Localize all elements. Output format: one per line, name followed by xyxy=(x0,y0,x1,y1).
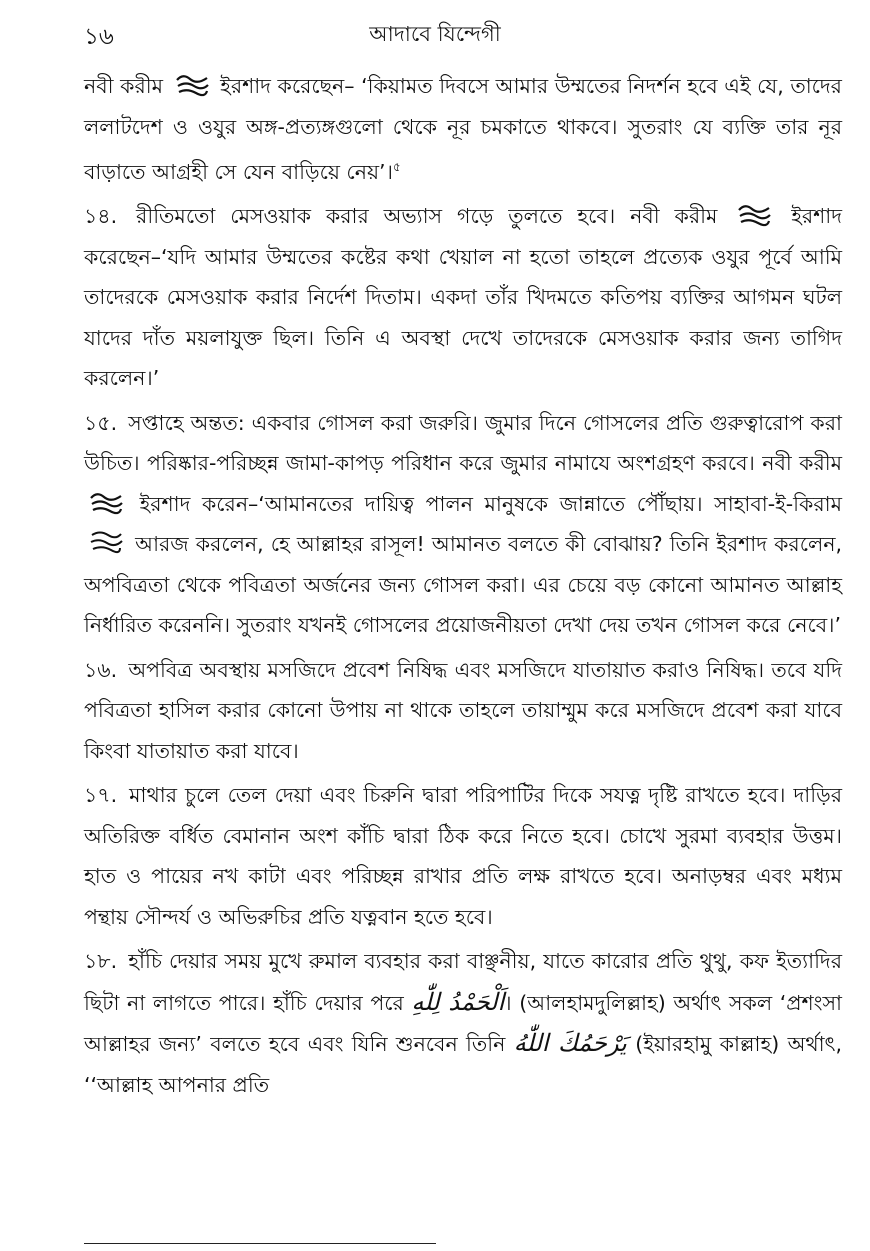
paragraph-text: ইরশাদ করেন–‘আমানতের দায়িত্ব পালন মানুষকে জান্নাতে পৌঁছায়। সাহাবা-ই-কিরাম xyxy=(139,491,842,516)
page-header xyxy=(0,14,870,54)
paragraph-text: মাথার চুলে তেল দেয়া এবং চিরুনি দ্বারা পরিপাটির দিকে সযত্ন দৃষ্টি রাখতে হবে। দাড়ির অতিরিক্ত বর্ধিত বেমানান অংশ কাঁচি দ্বারা ঠিক করে নিতে হবে। চোখে সুরমা ব্যবহার উত্তম। হাত ও পায়ের নখ কাটা এবং পরিচ্ছন্ন রাখার প্রতি লক্ষ রাখতে হবে। অনাড়ম্বর এবং মধ্যম পন্থায় সৌন্দর্য ও অভিরুচির প্রতি যত্নবান হতে হবে। xyxy=(84,783,842,929)
running-title: আদাবে যিন্দেগী xyxy=(369,22,501,46)
body-text xyxy=(84,66,842,1109)
paragraph-number: ১৫. xyxy=(84,410,118,435)
paragraph-number: ১৭. xyxy=(84,783,118,808)
paragraph-text: (ইয়ারহামু কাল্লাহ) অর্থাৎ, ‘‘আল্লাহ আপনার প্রতি xyxy=(84,1032,843,1097)
paragraph-text: আরজ করলেন, হে আল্লাহর রাসূল! আমানত বলতে কী বোঝায়? তিনি ইরশাদ করলেন, অপবিত্রতা থেকে পবিত্রতা অর্জনের জন্য গোসল করা। এর চেয়ে বড় কোনো আমানত আল্লাহ নির্ধারিত করেননি। সুতরাং যখনই গোসলের প্রয়োজনীয়তা দেখা দেয় তখন গোসল করে নেবে।’ xyxy=(84,532,842,638)
footnote-divider xyxy=(84,1243,436,1244)
footnote-marker: ৫ xyxy=(392,160,401,174)
paragraph-text: ইরশাদ করেছেন–‘যদি আমার উম্মতের কষ্টের কথা খেয়াল না হতো তাহলে প্রত্যেক ওযুর পূর্বে আমি তাদেরকে মেসওয়াক করার নির্দেশ দিতাম। একদা তাঁর খিদমতে কতিপয় ব্যক্তির আগমন ঘটল যাদের দাঁত ময়লাযুক্ত ছিল। তিনি এ অবস্থা দেখে তাদেরকে মেসওয়াক করার জন্য তাগিদ করলেন।’ xyxy=(84,204,842,391)
paragraph-text: ইরশাদ করেছেন– ‘কিয়ামত দিবসে আমার উম্মতের নিদর্শন হবে এই যে, তাদের ললাটদেশ ও ওযুর অঙ্গ-প্রত্যঙ্গগুলো থেকে নূর চমকাতে থাকবে। সুতরাং যে ব্যক্তি তার নূর বাড়াতে আগ্রহী সে যেন বাড়িয়ে নেয়’। xyxy=(84,74,842,184)
salawat-seal-icon xyxy=(174,71,210,97)
paragraph-text: রীতিমতো মেসওয়াক করার অভ্যাস গড়ে তুলতে হবে। নবী করীম xyxy=(136,204,718,229)
paragraph-text: । (আলহামদুলিল্লাহ) অর্থাৎ সকল ‘প্রশংসা আল্লাহর জন্য’ বলতে হবে এবং যিনি শুনবেন তিনি xyxy=(84,990,842,1057)
paragraph-number: ১৪. xyxy=(84,204,118,229)
paragraph-text: নবী করীম xyxy=(84,74,163,98)
paragraph-15 xyxy=(84,403,842,646)
paragraph-text: অপবিত্র অবস্থায় মসজিদে প্রবেশ নিষিদ্ধ এবং মসজিদে যাতায়াত করাও নিষিদ্ধ। তবে যদি পবিত্রতা হাসিল করার কোনো উপায় না থাকে তাহলে তায়াম্মুম করে মসজিদে প্রবেশ করা যাবে কিংবা যাতায়াত করা যাবে। xyxy=(84,657,842,763)
paragraph-number: ১৬. xyxy=(84,657,118,682)
paragraph-18 xyxy=(84,941,842,1105)
paragraph-17 xyxy=(84,775,842,937)
paragraph-14 xyxy=(84,196,842,399)
salawat-seal-icon xyxy=(88,489,124,515)
arabic-alhamdulillah: اَلْحَمْدُ لِلّٰهِ xyxy=(411,987,505,1016)
radiallahu-seal-icon xyxy=(88,529,124,555)
salawat-seal-icon xyxy=(736,201,772,227)
page-number: ১৬ xyxy=(84,24,114,50)
paragraph-number: ১৮. xyxy=(84,949,118,974)
paragraph-intro xyxy=(84,66,842,192)
arabic-yarhamukallah: يَرْحَمُكَ اللّٰهُ xyxy=(513,1029,627,1058)
paragraph-text: হাঁচি দেয়ার সময় মুখে রুমাল ব্যবহার করা বাঞ্ছনীয়, যাতে কারোর প্রতি থুথু, কফ ইত্যাদির ছিটা না লাগতে পারে। হাঁচি দেয়ার পরে xyxy=(84,949,842,1015)
paragraph-text: সপ্তাহে অন্তত: একবার গোসল করা জরুরি। জুমার দিনে গোসলের প্রতি গুরুত্বারোপ করা উচিত। পরিষ্কার-পরিচ্ছন্ন জামা-কাপড় পরিধান করে জুমার নামাযে অংশগ্রহণ করবে। নবী করীম xyxy=(84,410,842,476)
paragraph-16 xyxy=(84,650,842,772)
